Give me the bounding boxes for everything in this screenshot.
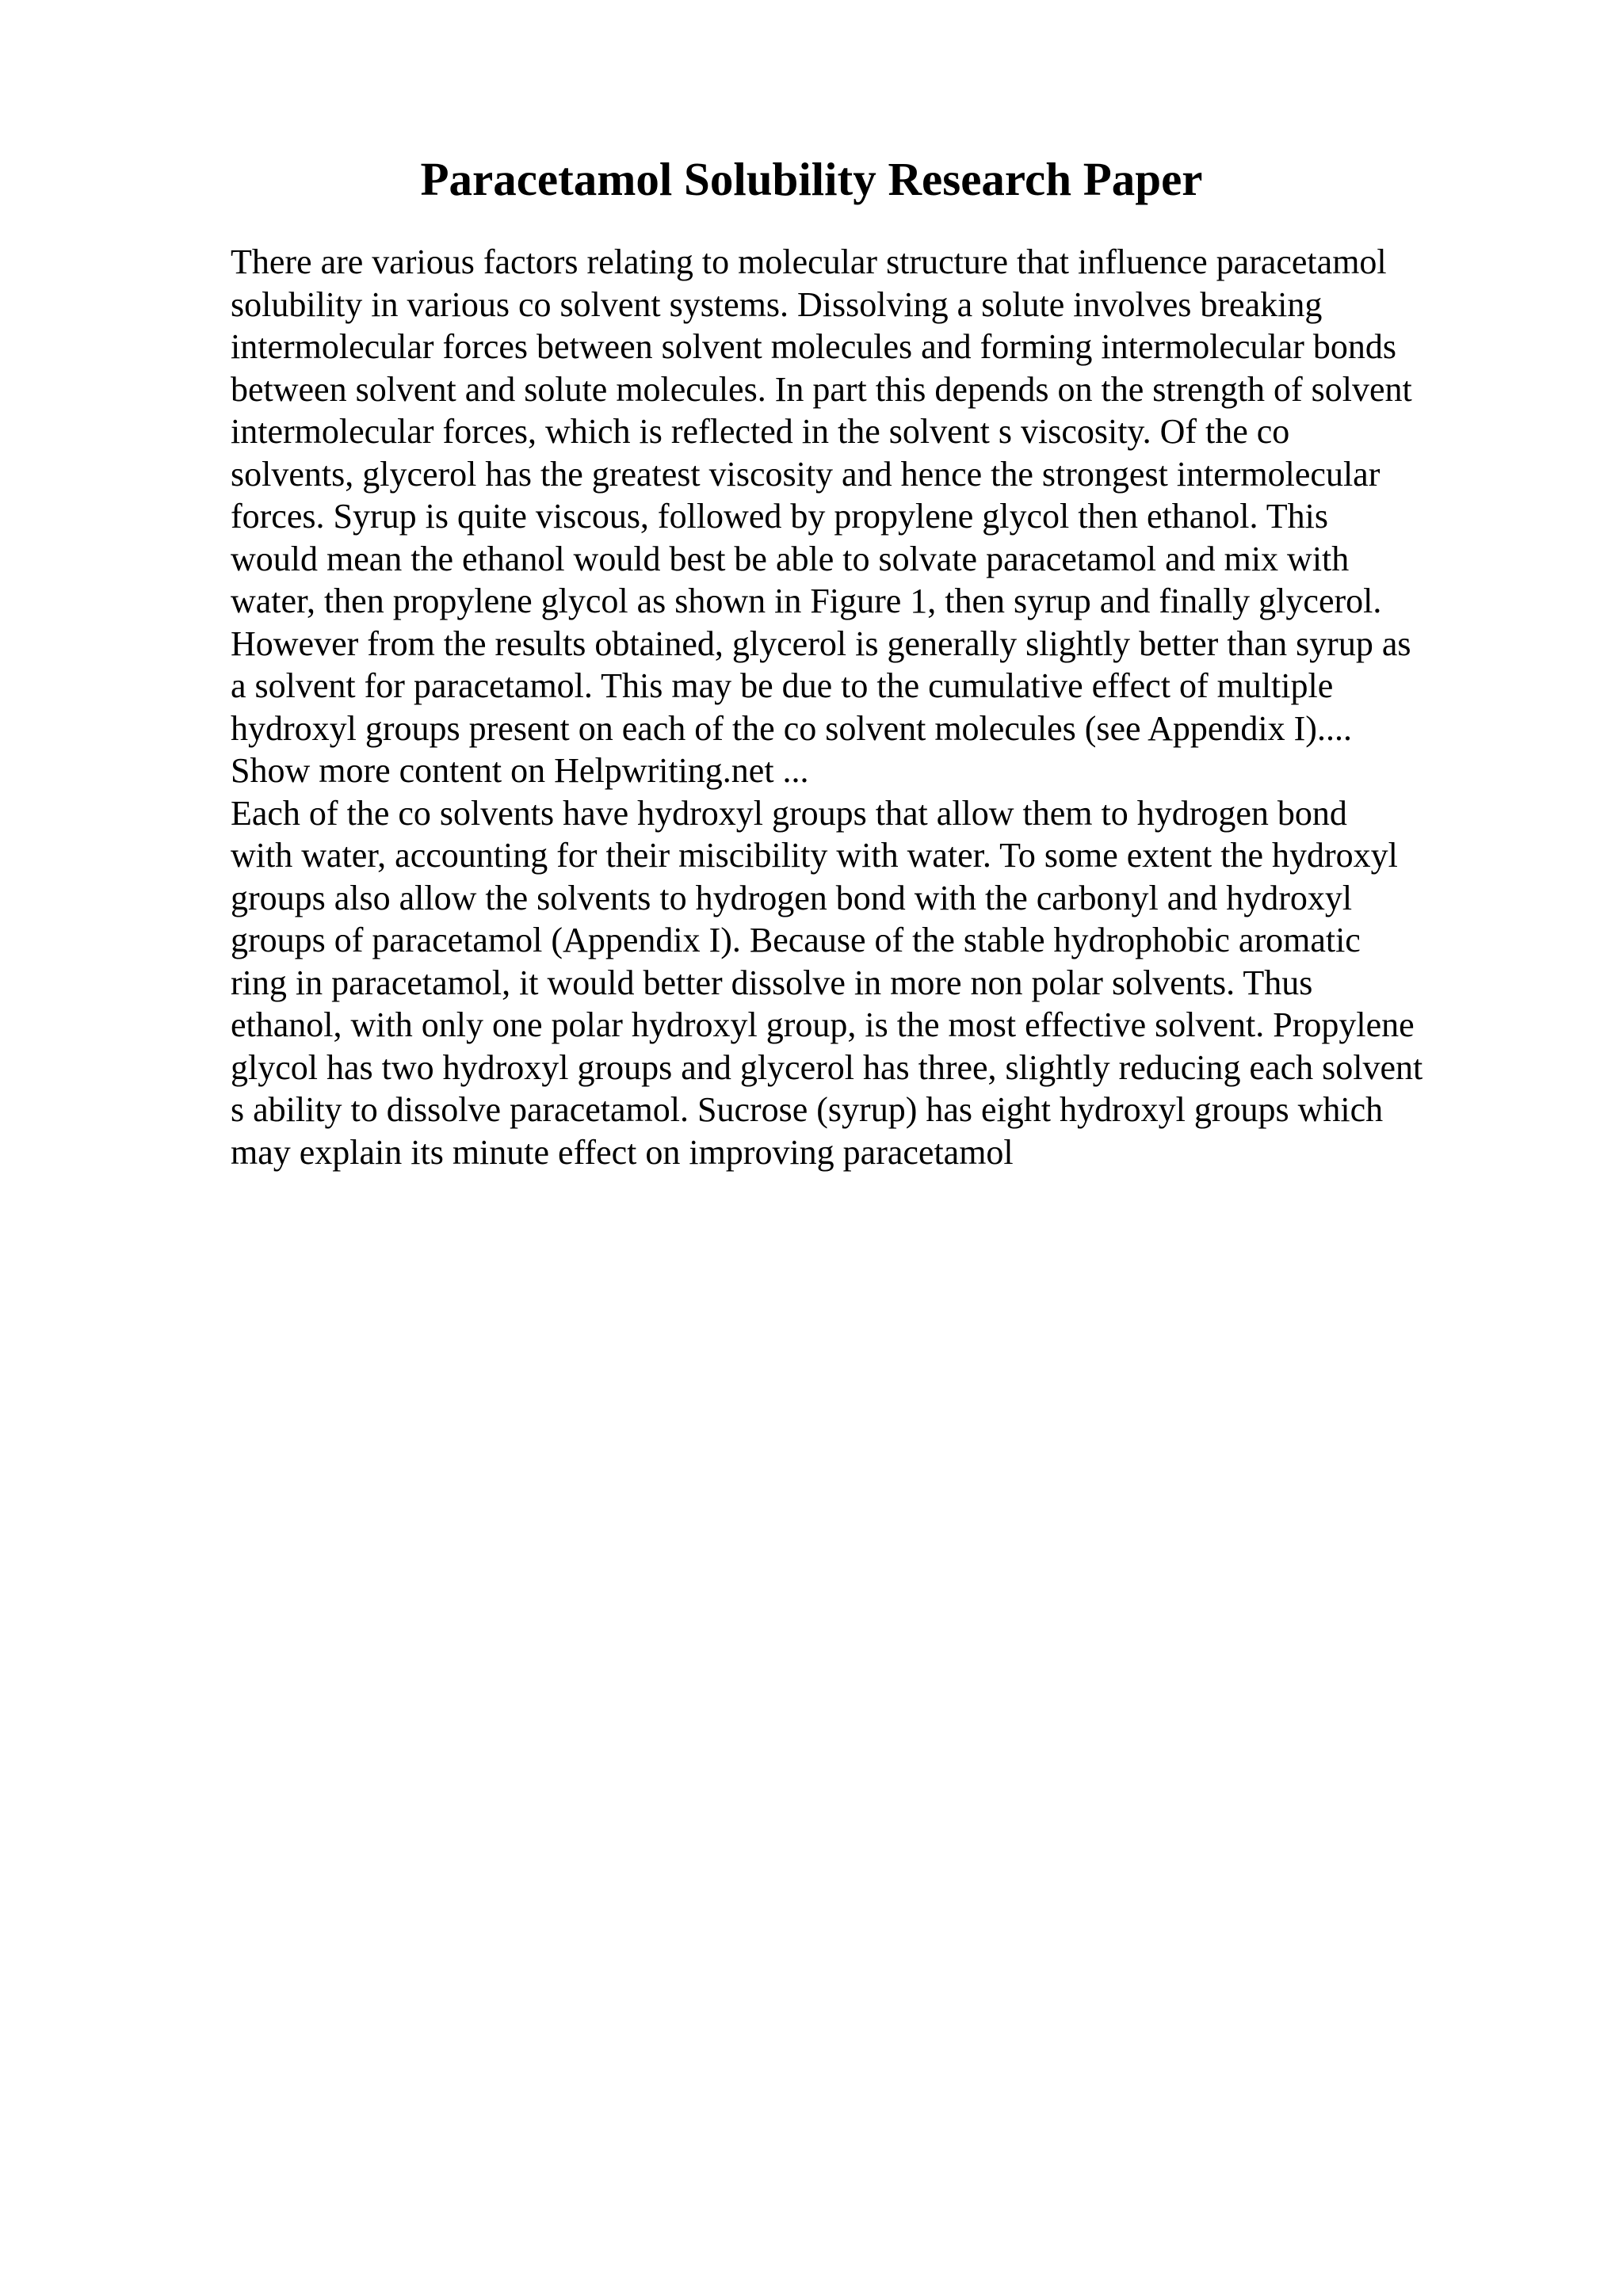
text-line: forces. Syrup is quite viscous, followed by propylene glycol then ethanol. This (231, 497, 1328, 536)
text-line: s ability to dissolve paracetamol. Sucrose (syrup) has eight hydroxyl groups which (231, 1090, 1384, 1129)
text-line: intermolecular forces, which is reflected in the solvent s viscosity. Of the co (231, 412, 1290, 451)
text-line: solubility in various co solvent systems. Dissolving a solute involves breaking (231, 284, 1323, 324)
text-line: However from the results obtained, glycerol is generally slightly better than syrup as (231, 624, 1411, 663)
text-line: with water, accounting for their miscibility with water. To some extent the hydroxyl (231, 836, 1398, 875)
text-line: glycol has two hydroxyl groups and glycerol has three, slightly reducing each solvent (231, 1047, 1423, 1087)
text-line: groups also allow the solvents to hydrogen bond with the carbonyl and hydroxyl (231, 878, 1353, 917)
text-line: intermolecular forces between solvent molecules and forming intermolecular bonds (231, 327, 1397, 366)
text-line: may explain its minute effect on improving paracetamol (231, 1132, 1014, 1172)
text-line: Each of the co solvents have hydroxyl groups that allow them to hydrogen bond (231, 793, 1347, 833)
text-line: groups of paracetamol (Appendix I). Because of the stable hydrophobic aromatic (231, 921, 1361, 959)
body-text (231, 241, 1514, 1173)
text-line: between solvent and solute molecules. In part this depends on the strength of solvent (231, 369, 1412, 409)
page-title: Paracetamol Solubility Research Paper (420, 153, 1203, 205)
text-line: ring in paracetamol, it would better dissolve in more non polar solvents. Thus (231, 963, 1313, 1002)
text-line: would mean the ethanol would best be able to solvate paracetamol and mix with (231, 539, 1350, 578)
show-more-link[interactable]: Show more content on Helpwriting.net ... (231, 751, 809, 790)
text-line: a solvent for paracetamol. This may be due to the cumulative effect of multiple (231, 666, 1334, 705)
text-line: There are various factors relating to molecular structure that influence paracetamol (231, 242, 1387, 281)
text-line: hydroxyl groups present on each of the co solvent molecules (see Appendix I).... (231, 708, 1352, 748)
text-line: ethanol, with only one polar hydroxyl group, is the most effective solvent. Propylene (231, 1005, 1415, 1044)
text-line: solvents, glycerol has the greatest viscosity and hence the strongest intermolecular (231, 454, 1381, 494)
text-line: water, then propylene glycol as shown in Figure 1, then syrup and finally glycerol. (231, 582, 1382, 620)
